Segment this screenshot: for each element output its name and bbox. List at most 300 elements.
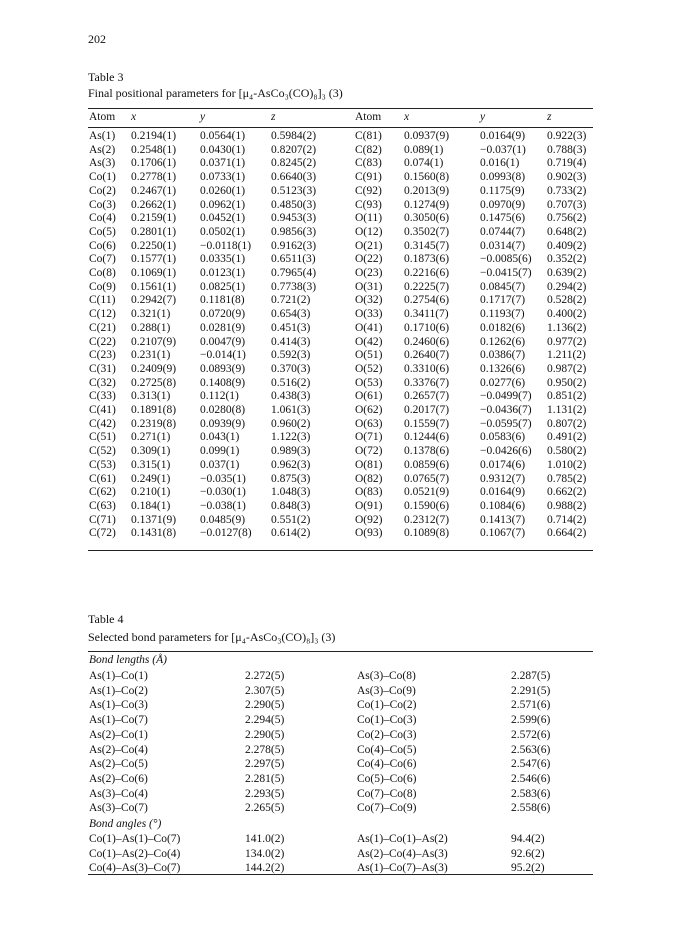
coordinate-value: 0.0825(1) [200,280,246,293]
coordinate-value: −0.0595(7) [480,417,532,430]
coordinate-value: 0.8245(2) [271,157,317,170]
atom-label: C(51) [89,431,116,444]
coordinate-value: 0.1067(7) [480,527,526,540]
bond-label: As(2)–Co(1) [89,728,148,741]
coordinate-value: 0.313(1) [131,390,171,403]
coordinate-value: 0.2754(6) [404,294,450,307]
coordinate-value: 0.950(2) [547,376,587,389]
atom-label: C(63) [89,499,116,512]
atom-label: C(93) [355,198,382,211]
bond-label: As(2)–Co(5) [89,758,148,771]
atom-label: C(62) [89,486,116,499]
table4-caption: Selected bond parameters for [μ₄-AsCo₃(CO)₈]₃ (3) [88,630,336,644]
coordinate-value: 0.1089(8) [404,527,450,540]
bond-length-value: 2.572(6) [511,728,551,741]
table3-header-cell: z [271,111,276,123]
bond-length-value: 2.294(5) [245,714,285,727]
coordinate-value: 0.1193(7) [480,308,525,321]
bond-label: Co(7)–Co(9) [357,802,417,815]
coordinate-value: 0.315(1) [131,458,171,471]
table3-header-cell: x [404,111,410,123]
bond-lengths-heading: Bond lengths (Å) [89,654,167,666]
bond-label: As(3)–Co(7) [89,802,148,815]
coordinate-value: 0.989(3) [271,445,311,458]
coordinate-value: 0.0733(1) [200,171,246,184]
atom-label: C(42) [89,417,116,430]
coordinate-value: 0.1431(8) [131,527,177,540]
coordinate-value: 0.184(1) [131,499,171,512]
coordinate-value: 0.3502(7) [404,225,450,238]
coordinate-value: 1.122(3) [271,431,311,444]
coordinate-value: 0.0521(9) [404,486,450,499]
coordinate-value: 0.112(1) [200,390,239,403]
coordinate-value: 0.2460(6) [404,335,450,348]
bond-length-value: 2.293(5) [245,787,285,800]
table3-header-cell: Atom [89,111,116,123]
coordinate-value: 0.5984(2) [271,130,317,142]
bond-length-value: 2.547(6) [511,758,551,771]
atom-label: Co(3) [89,198,116,211]
angle-label: Co(4)–As(3)–Co(7) [89,862,181,875]
atom-label: C(33) [89,390,116,403]
coordinate-value: 1.061(3) [271,404,311,416]
bond-label: Co(4)–Co(6) [357,758,417,771]
coordinate-value: 0.721(2) [271,294,311,307]
coordinate-value: 0.1475(6) [480,212,526,225]
coordinate-value: 0.2216(6) [404,267,450,279]
coordinate-value: 0.807(2) [547,417,587,430]
bond-length-value: 2.546(6) [511,772,551,785]
atom-label: O(32) [355,294,383,307]
coordinate-value: 0.2942(7) [131,294,177,307]
atom-label: Co(2) [89,184,116,197]
coordinate-value: 0.0123(1) [200,267,246,279]
coordinate-value: 0.1717(7) [480,294,526,307]
atom-label: O(63) [355,417,383,430]
bond-label: As(1)–Co(3) [89,699,148,712]
atom-label: O(72) [355,445,383,458]
bond-length-value: 2.583(6) [511,787,551,800]
coordinate-value: 0.2662(1) [131,198,177,211]
coordinate-value: 0.271(1) [131,431,171,444]
angle-label: As(2)–Co(4)–As(3) [357,847,448,860]
table3-header-cell: y [200,111,206,123]
coordinate-value: 0.0765(7) [404,472,450,485]
coordinate-value: 0.1413(7) [480,513,526,526]
coordinate-value: 0.1408(9) [200,376,246,389]
coordinate-value: 0.0164(9) [480,486,526,499]
bond-label: As(1)–Co(2) [89,684,148,697]
atom-label: O(22) [355,253,383,266]
coordinate-value: 1.136(2) [547,321,587,334]
atom-label: C(92) [355,184,382,197]
coordinate-value: 0.756(2) [547,212,587,225]
coordinate-value: −0.0415(7) [480,267,532,279]
table3-top-rule [88,108,593,109]
bond-label: As(1)–Co(1) [89,670,148,682]
coordinate-value: 0.2013(9) [404,184,450,197]
table3-header-cell: Atom [355,111,382,123]
coordinate-value: 0.451(3) [271,321,311,334]
atom-label: C(71) [89,513,116,526]
coordinate-value: −0.0426(6) [480,445,532,458]
bond-label: As(3)–Co(8) [357,670,416,682]
coordinate-value: 0.370(3) [271,362,311,375]
atom-label: C(53) [89,458,116,471]
atom-label: C(81) [355,130,382,142]
coordinate-value: 0.7965(4) [271,267,317,279]
coordinate-value: 0.074(1) [404,157,444,170]
atom-label: Co(1) [89,171,116,184]
coordinate-value: 0.0452(1) [200,212,246,225]
coordinate-value: 0.2801(1) [131,225,177,238]
coordinate-value: 0.409(2) [547,239,587,252]
coordinate-value: 0.6511(3) [271,253,316,266]
atom-label: As(2) [89,143,116,156]
bond-label: Co(1)–Co(2) [357,699,417,712]
coordinate-value: 0.231(1) [131,349,171,362]
angle-label: As(1)–Co(7)–As(3) [357,862,448,875]
table4-bottom-rule [88,874,593,875]
coordinate-value: 0.664(2) [547,527,587,540]
coordinate-value: −0.014(1) [200,349,246,362]
table3-header-rule [88,127,593,128]
coordinate-value: −0.0118(1) [200,239,252,252]
coordinate-value: 1.211(2) [547,349,586,362]
coordinate-value: 1.010(2) [547,458,587,471]
table3-bottom-rule [88,550,593,551]
atom-label: O(23) [355,267,383,279]
coordinate-value: 0.662(2) [547,486,587,499]
bond-label: Co(4)–Co(5) [357,743,417,756]
atom-label: O(81) [355,458,383,471]
atom-label: C(32) [89,376,116,389]
coordinate-value: 0.2467(1) [131,184,177,197]
coordinate-value: 0.922(3) [547,130,587,142]
coordinate-value: 0.1577(1) [131,253,177,266]
bond-length-value: 2.290(5) [245,728,285,741]
coordinate-value: 0.9856(3) [271,225,317,238]
coordinate-value: 0.9453(3) [271,212,317,225]
coordinate-value: 0.414(3) [271,335,311,348]
table3-caption: Final positional parameters for [μ₄-AsCo₃(CO)₈]₃ (3) [88,86,343,100]
coordinate-value: 0.654(3) [271,308,311,321]
coordinate-value: 0.0281(9) [200,321,246,334]
coordinate-value: 0.0939(9) [200,417,246,430]
coordinate-value: 0.2250(1) [131,239,177,252]
coordinate-value: 0.2640(7) [404,349,450,362]
coordinate-value: 0.043(1) [200,431,240,444]
atom-label: O(93) [355,527,383,540]
coordinate-value: 0.648(2) [547,225,587,238]
coordinate-value: 0.9162(3) [271,239,317,252]
coordinate-value: 0.962(3) [271,458,311,471]
bond-length-value: 2.290(5) [245,699,285,712]
coordinate-value: 0.1274(9) [404,198,450,211]
coordinate-value: 0.719(4) [547,157,587,170]
coordinate-value: 0.352(2) [547,253,587,266]
coordinate-value: 0.9312(7) [480,472,526,485]
coordinate-value: 0.639(2) [547,267,587,279]
coordinate-value: 0.1891(8) [131,404,177,416]
coordinate-value: 0.0859(6) [404,458,450,471]
bond-length-value: 2.281(5) [245,772,285,785]
coordinate-value: 0.987(2) [547,362,587,375]
coordinate-value: −0.035(1) [200,472,246,485]
coordinate-value: 0.0962(1) [200,198,246,211]
coordinate-value: 0.294(2) [547,280,587,293]
table3-header-cell: z [547,111,552,123]
bond-length-value: 2.272(5) [245,670,285,682]
coordinate-value: 0.785(2) [547,472,587,485]
bond-angles-heading: Bond angles (°) [89,818,162,830]
coordinate-value: 0.733(2) [547,184,587,197]
coordinate-value: 0.037(1) [200,458,240,471]
coordinate-value: 0.0280(8) [200,404,246,416]
coordinate-value: 0.016(1) [480,157,520,170]
coordinate-value: 0.2319(8) [131,417,177,430]
atom-label: C(23) [89,349,116,362]
atom-label: O(82) [355,472,383,485]
bond-length-value: 2.278(5) [245,743,285,756]
atom-label: O(83) [355,486,383,499]
coordinate-value: 0.1371(9) [131,513,177,526]
atom-label: C(72) [89,527,116,540]
coordinate-value: 0.2194(1) [131,130,177,142]
coordinate-value: 0.249(1) [131,472,171,485]
coordinate-value: 0.0720(9) [200,308,246,321]
coordinate-value: 0.2778(1) [131,171,177,184]
atom-label: O(53) [355,376,383,389]
coordinate-value: 0.1710(6) [404,321,450,334]
coordinate-value: 0.614(2) [271,527,311,540]
coordinate-value: 0.0845(7) [480,280,526,293]
coordinate-value: 0.0174(6) [480,458,526,471]
coordinate-value: 0.516(2) [271,376,311,389]
coordinate-value: 0.0430(1) [200,143,246,156]
atom-label: O(12) [355,225,383,238]
coordinate-value: 0.707(3) [547,198,587,211]
coordinate-value: −0.0127(8) [200,527,252,540]
bond-label: As(2)–Co(6) [89,772,148,785]
coordinate-value: 0.1561(1) [131,280,177,293]
coordinate-value: 0.0335(1) [200,253,246,266]
bond-label: Co(1)–Co(3) [357,714,417,727]
bond-length-value: 2.297(5) [245,758,285,771]
angle-label: Co(1)–As(1)–Co(7) [89,833,181,845]
coordinate-value: 0.0937(9) [404,130,450,142]
coordinate-value: 0.2312(7) [404,513,450,526]
coordinate-value: 0.2225(7) [404,280,450,293]
coordinate-value: 0.1262(6) [480,335,526,348]
table4-top-rule [88,651,593,652]
coordinate-value: 0.0386(7) [480,349,526,362]
atom-label: O(91) [355,499,383,512]
coordinate-value: 1.048(3) [271,486,311,499]
angle-label: As(1)–Co(1)–As(2) [357,833,448,845]
coordinate-value: 0.491(2) [547,431,587,444]
coordinate-value: 0.0371(1) [200,157,246,170]
coordinate-value: 0.4850(3) [271,198,317,211]
bond-length-value: 2.563(6) [511,743,551,756]
coordinate-value: 0.089(1) [404,143,444,156]
coordinate-value: 0.2159(1) [131,212,177,225]
coordinate-value: 0.0485(9) [200,513,246,526]
bond-angle-value: 95.2(2) [511,862,545,875]
coordinate-value: 0.988(2) [547,499,587,512]
bond-angle-value: 141.0(2) [245,833,285,845]
bond-length-value: 2.571(6) [511,699,551,712]
table3-header-cell: x [131,111,137,123]
atom-label: Co(6) [89,239,116,252]
coordinate-value: 0.1244(6) [404,431,450,444]
atom-label: O(33) [355,308,383,321]
coordinate-value: 0.7738(3) [271,280,317,293]
coordinate-value: 0.8207(2) [271,143,317,156]
atom-label: Co(5) [89,225,116,238]
atom-label: Co(4) [89,212,116,225]
atom-label: O(62) [355,404,383,416]
coordinate-value: 0.0583(6) [480,431,526,444]
bond-angle-value: 144.2(2) [245,862,285,875]
coordinate-value: 0.1181(8) [200,294,245,307]
atom-label: O(41) [355,321,383,334]
coordinate-value: 0.2725(8) [131,376,177,389]
atom-label: C(83) [355,157,382,170]
coordinate-value: 0.0993(8) [480,171,526,184]
bond-label: Co(5)–Co(6) [357,772,417,785]
bond-angle-value: 94.4(2) [511,833,545,845]
coordinate-value: 0.0047(9) [200,335,246,348]
atom-label: O(21) [355,239,383,252]
coordinate-value: 0.1560(8) [404,171,450,184]
coordinate-value: 0.3050(6) [404,212,450,225]
coordinate-value: 0.1084(6) [480,499,526,512]
coordinate-value: 0.438(3) [271,390,311,403]
atom-label: C(31) [89,362,116,375]
coordinate-value: 0.551(2) [271,513,311,526]
bond-length-value: 2.287(5) [511,670,551,682]
bond-label: Co(7)–Co(8) [357,787,417,800]
coordinate-value: 0.210(1) [131,486,171,499]
atom-label: O(71) [355,431,383,444]
page-number: 202 [88,32,106,46]
bond-length-value: 2.265(5) [245,802,285,815]
coordinate-value: 0.3310(6) [404,362,450,375]
atom-label: C(52) [89,445,116,458]
coordinate-value: 0.0970(9) [480,198,526,211]
atom-label: O(42) [355,335,383,348]
bond-length-value: 2.307(5) [245,684,285,697]
bond-length-value: 2.291(5) [511,684,551,697]
coordinate-value: 1.131(2) [547,404,587,416]
atom-label: C(91) [355,171,382,184]
coordinate-value: 0.2409(9) [131,362,177,375]
coordinate-value: −0.037(1) [480,143,526,156]
atom-label: O(31) [355,280,383,293]
bond-label: Co(2)–Co(3) [357,728,417,741]
atom-label: C(22) [89,335,116,348]
atom-label: As(1) [89,130,116,142]
coordinate-value: 0.848(3) [271,499,311,512]
coordinate-value: 0.0502(1) [200,225,246,238]
angle-label: Co(1)–As(2)–Co(4) [89,847,181,860]
coordinate-value: 0.321(1) [131,308,171,321]
coordinate-value: 0.0314(7) [480,239,526,252]
coordinate-value: 0.580(2) [547,445,587,458]
atom-label: O(11) [355,212,383,225]
bond-label: As(3)–Co(4) [89,787,148,800]
bond-label: As(3)–Co(9) [357,684,416,697]
coordinate-value: 0.3411(7) [404,308,449,321]
coordinate-value: 0.714(2) [547,513,587,526]
coordinate-value: 0.2107(9) [131,335,177,348]
coordinate-value: −0.038(1) [200,499,246,512]
bond-label: As(1)–Co(7) [89,714,148,727]
bond-length-value: 2.599(6) [511,714,551,727]
coordinate-value: 0.0260(1) [200,184,246,197]
coordinate-value: 0.1559(7) [404,417,450,430]
atom-label: Co(8) [89,267,116,279]
bond-label: As(2)–Co(4) [89,743,148,756]
atom-label: Co(9) [89,280,116,293]
coordinate-value: 0.0744(7) [480,225,526,238]
coordinate-value: 0.851(2) [547,390,587,403]
coordinate-value: 0.1175(9) [480,184,525,197]
coordinate-value: 0.0164(9) [480,130,526,142]
table3-label: Table 3 [88,70,124,84]
atom-label: C(41) [89,404,116,416]
coordinate-value: 0.1873(6) [404,253,450,266]
coordinate-value: 0.309(1) [131,445,171,458]
coordinate-value: 0.902(3) [547,171,587,184]
coordinate-value: −0.0085(6) [480,253,532,266]
bond-angle-value: 134.0(2) [245,847,285,860]
coordinate-value: 0.5123(3) [271,184,317,197]
atom-label: C(11) [89,294,116,307]
atom-label: C(12) [89,308,116,321]
coordinate-value: 0.400(2) [547,308,587,321]
coordinate-value: 0.3376(7) [404,376,450,389]
coordinate-value: 0.1378(6) [404,445,450,458]
atom-label: O(92) [355,513,383,526]
atom-label: C(21) [89,321,116,334]
bond-length-value: 2.558(6) [511,802,551,815]
coordinate-value: 0.1706(1) [131,157,177,170]
coordinate-value: 0.592(3) [271,349,311,362]
coordinate-value: 0.0277(6) [480,376,526,389]
coordinate-value: 0.960(2) [271,417,311,430]
coordinate-value: 0.977(2) [547,335,587,348]
coordinate-value: 0.2548(1) [131,143,177,156]
atom-label: O(52) [355,362,383,375]
coordinate-value: 0.1069(1) [131,267,177,279]
atom-label: C(61) [89,472,116,485]
coordinate-value: 0.0182(6) [480,321,526,334]
table4-label: Table 4 [88,612,124,626]
coordinate-value: 0.0564(1) [200,130,246,142]
coordinate-value: −0.0436(7) [480,404,532,416]
coordinate-value: 0.0893(9) [200,362,246,375]
atom-label: As(3) [89,157,116,170]
table3-header-cell: y [480,111,486,123]
coordinate-value: 0.6640(3) [271,171,317,184]
coordinate-value: 0.1590(6) [404,499,450,512]
atom-label: C(82) [355,143,382,156]
coordinate-value: 0.2657(7) [404,390,450,403]
coordinate-value: 0.2017(7) [404,404,450,416]
atom-label: O(61) [355,390,383,403]
